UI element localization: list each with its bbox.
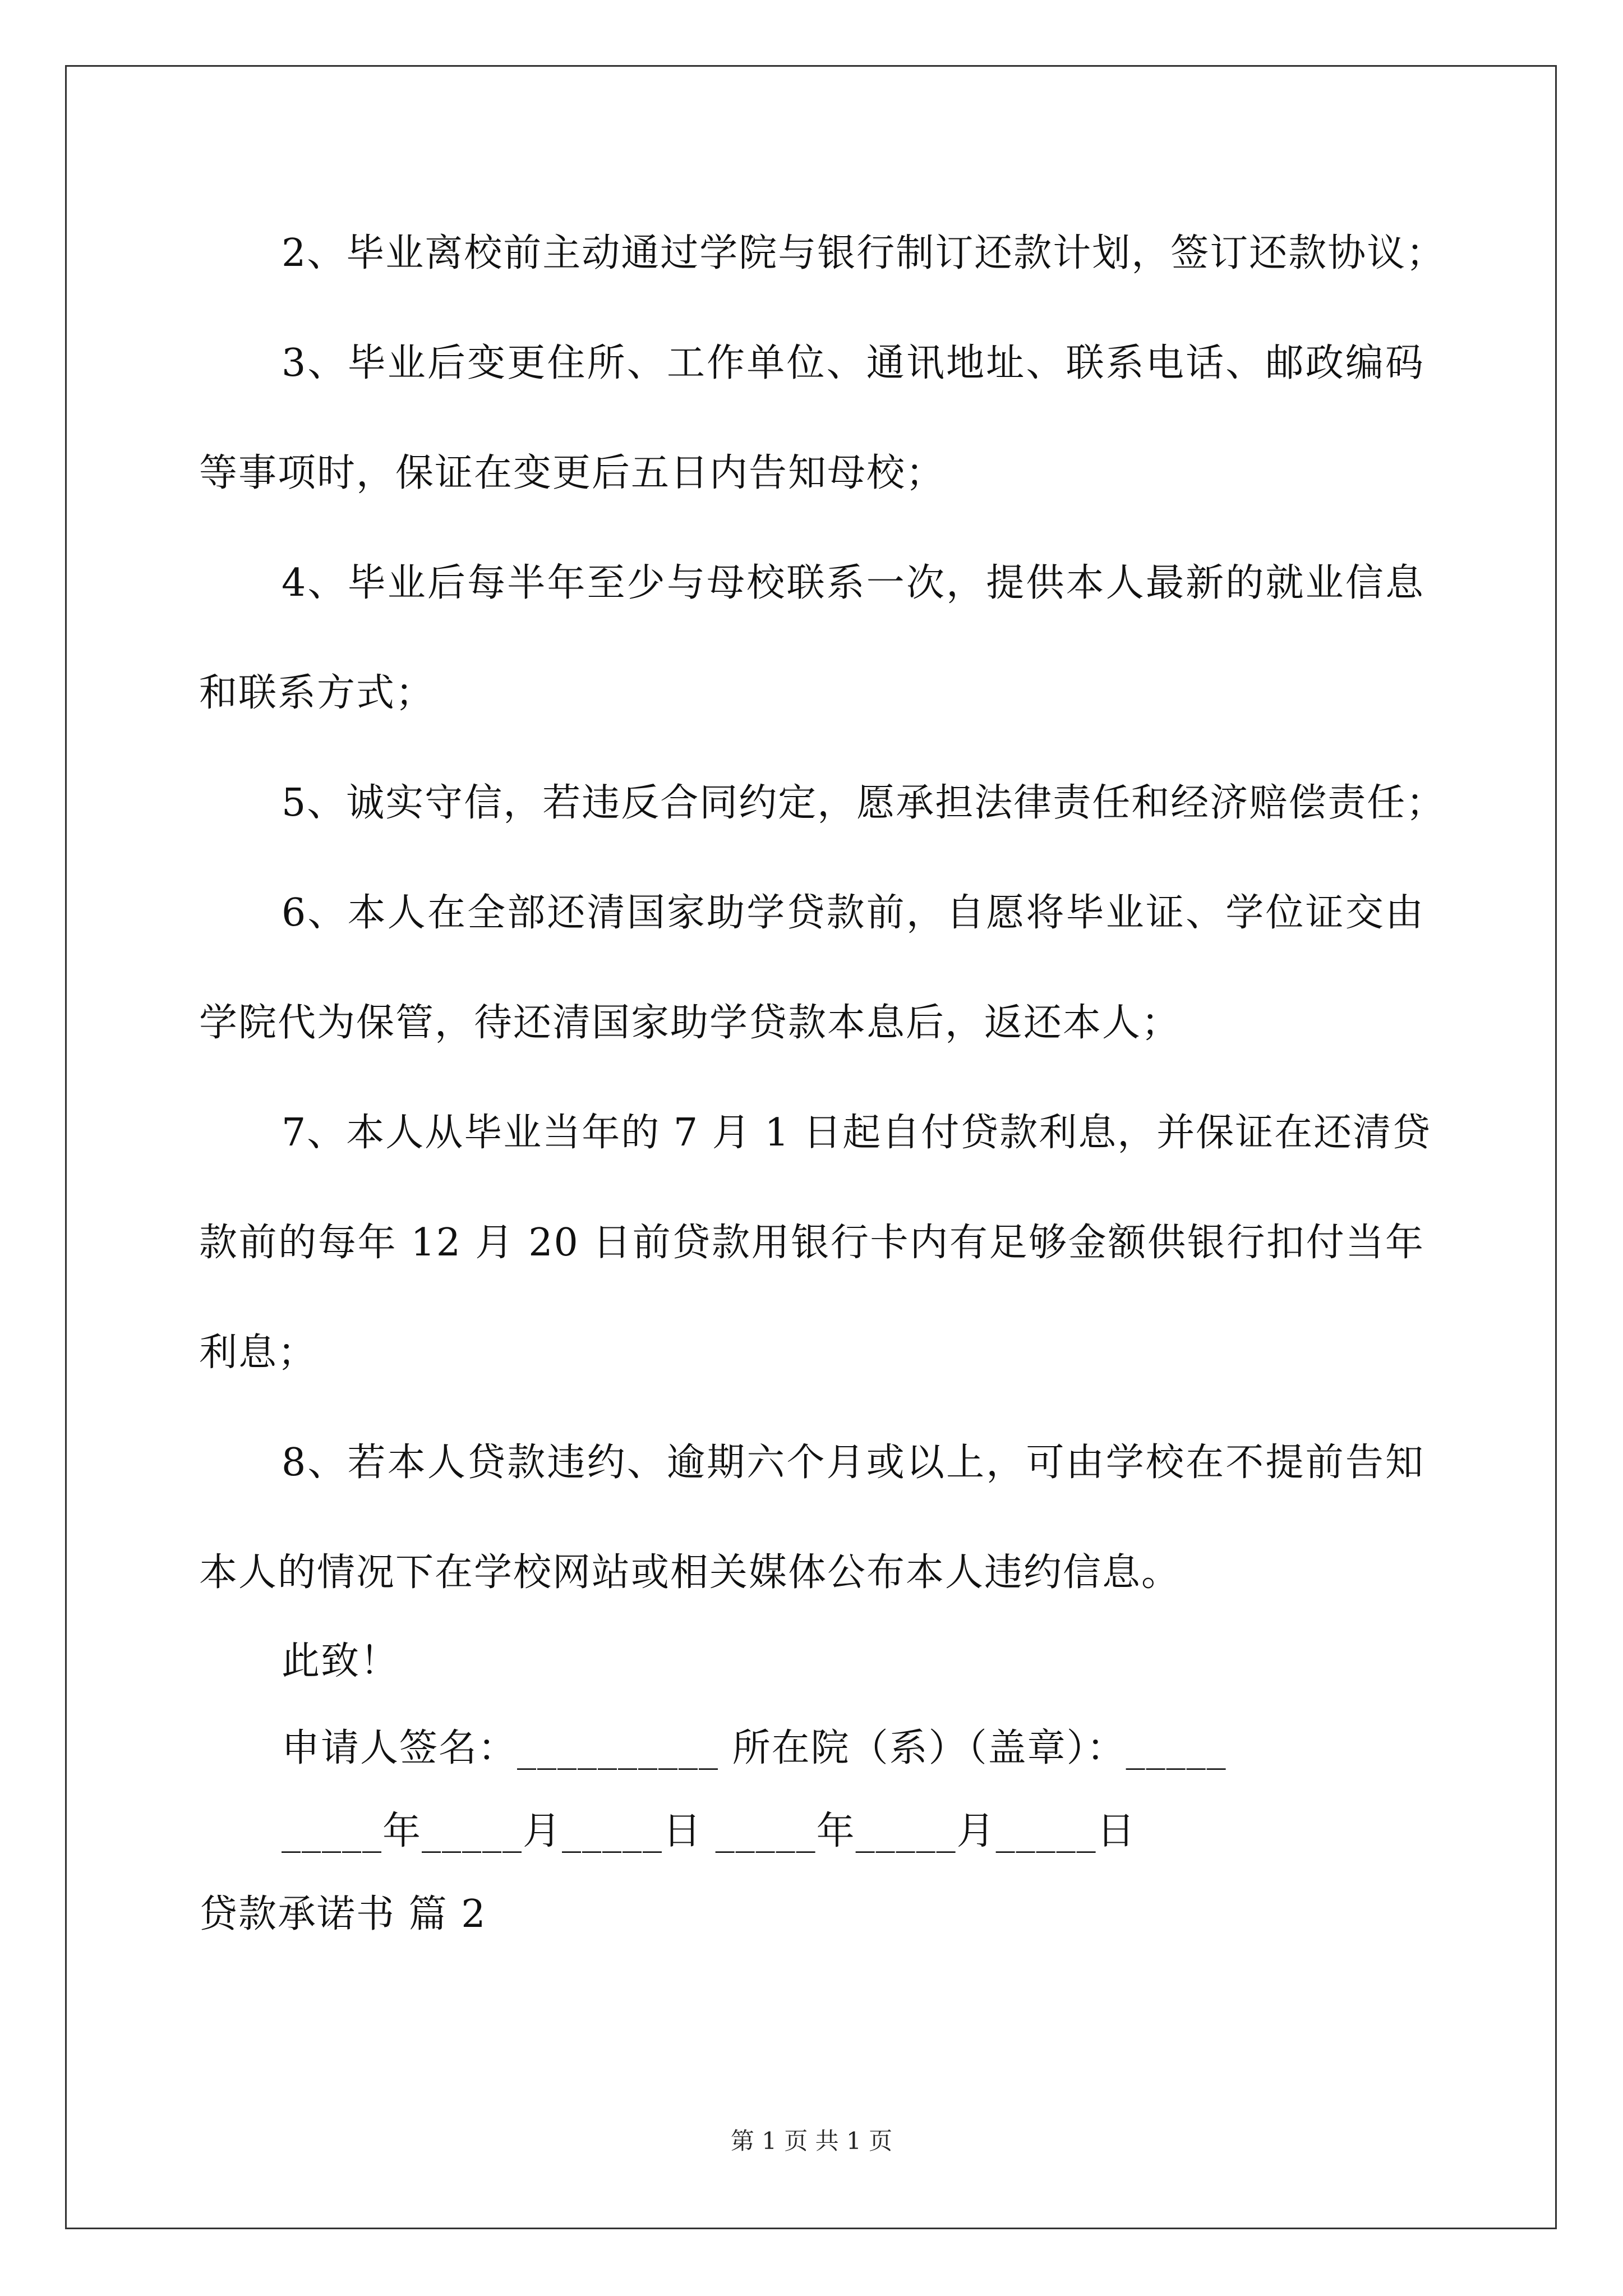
signature-line: 申请人签名：__________ 所在院（系）（盖章）：_____ xyxy=(282,1726,1227,1770)
clause-8-line-1: 8、若本人贷款违约、逾期六个月或以上，可由学校在不提前告知 xyxy=(282,1441,1424,1485)
clause-8-line-2: 本人的情况下在学校网站或相关媒体公布本人违约信息。 xyxy=(199,1550,1181,1595)
clause-4-line-1: 4、毕业后每半年至少与母校联系一次，提供本人最新的就业信息 xyxy=(282,561,1424,605)
clause-3-line-2: 等事项时，保证在变更后五日内告知母校； xyxy=(199,451,946,495)
clause-7-line-1: 7、本人从毕业当年的 7 月 1 日起自付贷款利息，并保证在还清贷 xyxy=(282,1111,1432,1155)
page-footer: 第 1 页 共 1 页 xyxy=(730,2127,893,2155)
clause-7-line-2: 款前的每年 12 月 20 日前贷款用银行卡内有足够金额供银行扣付当年 xyxy=(199,1221,1424,1265)
clause-5: 5、诚实守信，若违反合同约定，愿承担法律责任和经济赔偿责任； xyxy=(282,781,1446,825)
date-line: _____年_____月_____日 _____年_____月_____日 xyxy=(282,1809,1136,1853)
clause-4-line-2: 和联系方式； xyxy=(199,671,435,715)
clause-3-line-1: 3、毕业后变更住所、工作单位、通讯地址、联系电话、邮政编码 xyxy=(282,341,1424,385)
clause-2: 2、毕业离校前主动通过学院与银行制订还款计划，签订还款协议； xyxy=(282,231,1446,275)
clause-7-line-3: 利息； xyxy=(199,1331,317,1375)
clause-6-line-1: 6、本人在全部还清国家助学贷款前，自愿将毕业证、学位证交由 xyxy=(282,891,1424,935)
clause-6-line-2: 学院代为保管，待还清国家助学贷款本息后，返还本人； xyxy=(199,1001,1181,1045)
salutation: 此致！ xyxy=(282,1639,400,1683)
section-heading: 贷款承诺书 篇 2 xyxy=(199,1892,487,1936)
